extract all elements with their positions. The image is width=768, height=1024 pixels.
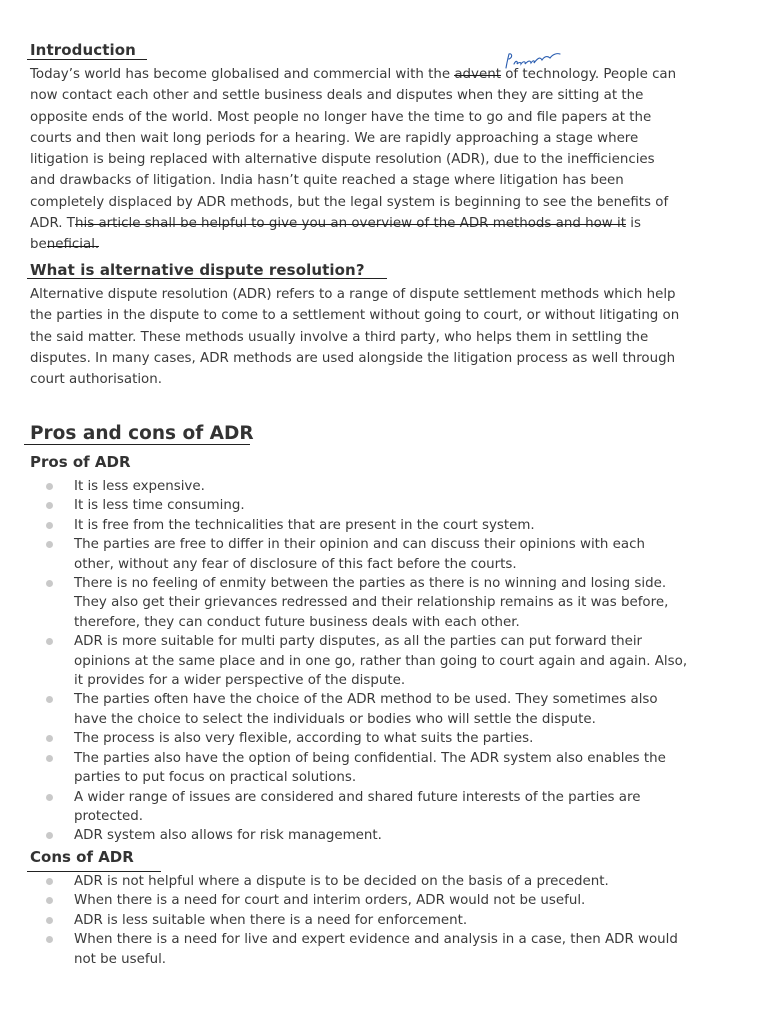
pros-heading: Pros of ADR <box>30 453 131 471</box>
text-line: beneficial. <box>30 237 100 253</box>
bullet-icon <box>46 897 53 904</box>
list-item-text: When there is a need for live and expert evidence and analysis in a case, then ADR would <box>74 932 678 948</box>
list-item-text: ADR is less suitable when there is a need for enforcement. <box>74 912 468 928</box>
text-line: court authorisation. <box>30 372 162 388</box>
list-item-text: It is less expensive. <box>74 479 205 494</box>
text-line: and drawbacks of litigation. India hasn’t quite reached a stage where litigation has been <box>30 173 624 189</box>
what-is-adr-paragraph <box>30 284 745 390</box>
cons-heading: Cons of ADR <box>30 848 134 866</box>
list-item-text: The parties often have the choice of the ADR method to be used. They sometimes also <box>74 692 658 708</box>
bullet-icon <box>46 878 53 885</box>
bullet-icon <box>46 638 53 645</box>
list-item-text: have the choice to select the individuals or bodies who will settle the dispute. <box>74 711 596 727</box>
list-item-text: ADR is not helpful where a dispute is to be decided on the basis of a precedent. <box>74 874 609 889</box>
text-line: opposite ends of the world. Most people no longer have the time to go and file papers at the <box>30 109 652 125</box>
introduction-heading: Introduction <box>30 41 136 59</box>
pros-cons-underline <box>24 444 250 445</box>
list-item-text: When there is a need for court and interim orders, ADR would not be useful. <box>74 893 586 909</box>
bullet-icon <box>46 522 53 529</box>
list-item-text: ADR is more suitable for multi party disputes, as all the parties can put forward their <box>74 634 643 650</box>
bullet-icon <box>46 755 53 762</box>
text-line: disputes. In many cases, ADR methods are used alongside the litigation process as well through <box>30 350 676 366</box>
list-item-text: A wider range of issues are considered and shared future interests of the parties are <box>74 789 641 805</box>
list-item-text: They also get their grievances redressed and their relationship remains as it was before, <box>74 595 669 611</box>
list-item-text: It is free from the technicalities that are present in the court system. <box>74 517 535 533</box>
list-item <box>44 872 744 891</box>
struck-text: neficial. <box>46 237 100 253</box>
list-item <box>44 729 744 748</box>
bullet-icon <box>46 580 53 587</box>
list-item <box>44 690 744 729</box>
list-item-text: it provides for a wider perspective of the dispute. <box>74 673 406 689</box>
bullet-icon <box>46 936 53 943</box>
list-item-text: There is no feeling of enmity between the parties as there is no winning and losing side. <box>74 576 667 592</box>
text-line: courts and then wait long periods for a hearing. We are rapidly approaching a stage where <box>30 130 639 146</box>
list-item <box>44 788 744 827</box>
list-item-text: therefore, they can conduct future business deals with each other. <box>74 614 520 630</box>
pros-list <box>44 477 744 846</box>
text-line: now contact each other and settle business deals and disputes when they are sitting at the <box>30 88 644 104</box>
text-line: Today’s world has become globalised and commercial with the advent of technology. People can <box>30 67 677 82</box>
list-item <box>44 516 744 535</box>
list-item-text: The parties are free to differ in their opinion and can discuss their opinions with each <box>74 537 645 553</box>
list-item-text: not be useful. <box>74 951 167 967</box>
list-item <box>44 749 744 788</box>
bullet-icon <box>46 832 53 839</box>
bullet-icon <box>46 483 53 490</box>
cons-list <box>44 872 744 969</box>
text-line: the parties in the dispute to come to a settlement without going to court, or without litigating on <box>30 308 680 324</box>
list-item-text: The parties also have the option of being confidential. The ADR system also enables the <box>74 750 666 766</box>
struck-text: his article shall be helpful to give you an overview of the ADR methods and how it <box>75 216 626 232</box>
list-item <box>44 930 744 969</box>
what-is-adr-heading: What is alternative dispute resolution? <box>30 261 365 279</box>
list-item-text: protected. <box>74 808 143 824</box>
text-line: completely displaced by ADR methods, but the legal system is beginning to see the benefits of <box>30 194 669 210</box>
bullet-icon <box>46 735 53 742</box>
introduction-underline <box>27 59 147 60</box>
bullet-icon <box>46 917 53 924</box>
list-item <box>44 496 744 515</box>
list-item <box>44 477 744 496</box>
list-item-text: opinions at the same place and in one go, rather than going to court again and again. Also, <box>74 653 688 669</box>
bullet-icon <box>46 541 53 548</box>
list-item-text: It is less time consuming. <box>74 498 245 514</box>
struck-text: advent <box>454 67 501 82</box>
text-line: Alternative dispute resolution (ADR) refers to a range of dispute settlement methods which help <box>30 287 676 302</box>
list-item-text: The process is also very flexible, according to what suits the parties. <box>74 731 534 747</box>
list-item-text: ADR system also allows for risk management. <box>74 828 382 844</box>
bullet-icon <box>46 794 53 801</box>
introduction-paragraph <box>30 64 745 256</box>
text-line: litigation is being replaced with alternative dispute resolution (ADR), due to the inefficiencies <box>30 152 655 168</box>
list-item <box>44 826 744 845</box>
list-item <box>44 911 744 930</box>
list-item <box>44 891 744 910</box>
list-item <box>44 535 744 574</box>
list-item <box>44 574 744 632</box>
what-is-adr-underline <box>27 278 387 279</box>
text-line: ADR. This article shall be helpful to give you an overview of the ADR methods and how it is <box>30 216 641 232</box>
pros-cons-heading: Pros and cons of ADR <box>30 423 254 444</box>
list-item-text: other, without any fear of disclosure of this fact before the courts. <box>74 556 517 572</box>
list-item <box>44 632 744 690</box>
text-line: the said matter. These methods usually involve a third party, who helps them in settling the <box>30 329 649 345</box>
bullet-icon <box>46 502 53 509</box>
bullet-icon <box>46 696 53 703</box>
list-item-text: parties to put focus on practical solutions. <box>74 770 357 786</box>
